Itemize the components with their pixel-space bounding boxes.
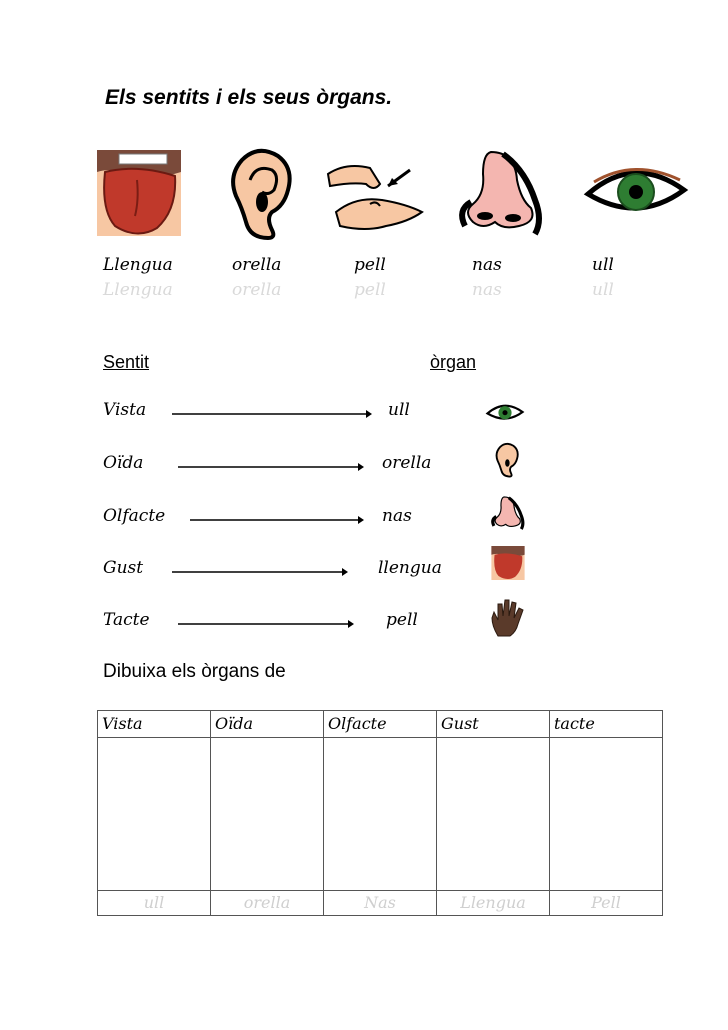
caption-skin: pell	[354, 255, 386, 275]
nose-small-icon	[490, 496, 526, 530]
sense-tacte: Tacte	[103, 610, 150, 630]
draw-instruction: Dibuixa els òrgans de	[103, 661, 286, 682]
caption-tongue: Llengua	[103, 255, 173, 275]
answer-trace: orella	[211, 891, 324, 916]
sense-gust: Gust	[103, 558, 144, 578]
table-header: tacte	[550, 711, 663, 738]
trace-eye: ull	[592, 280, 614, 300]
trace-tongue: Llengua	[103, 280, 173, 300]
organ-llengua: llengua	[378, 558, 442, 578]
drawing-cell[interactable]	[98, 738, 211, 891]
tongue-icon	[97, 150, 181, 236]
organ-pell: pell	[386, 610, 418, 630]
drawing-cell[interactable]	[324, 738, 437, 891]
arrow-vista	[172, 408, 372, 420]
sense-vista: Vista	[103, 400, 147, 420]
table-header: Gust	[437, 711, 550, 738]
hand-icon	[488, 598, 530, 638]
sense-olfacte: Olfacte	[103, 506, 166, 526]
caption-ear: orella	[232, 255, 282, 275]
answer-trace: Pell	[550, 891, 663, 916]
table-header: Vista	[98, 711, 211, 738]
drawing-row	[98, 738, 663, 891]
answer-trace: Nas	[324, 891, 437, 916]
answer-row	[98, 891, 663, 916]
drawing-table	[97, 710, 663, 916]
arrow-gust	[172, 566, 348, 578]
organ-orella: orella	[382, 453, 432, 473]
table-header-row	[98, 711, 663, 738]
drawing-cell[interactable]	[437, 738, 550, 891]
nose-icon	[455, 150, 547, 236]
table-header: Olfacte	[324, 711, 437, 738]
page-title: Els sentits i els seus òrgans.	[105, 86, 393, 109]
eye-icon	[584, 160, 688, 220]
ear-small-icon	[494, 442, 520, 478]
ear-icon	[228, 146, 294, 242]
organ-ull: ull	[388, 400, 410, 420]
sense-heading: Sentit	[103, 352, 150, 372]
answer-trace: Llengua	[437, 891, 550, 916]
eye-small-icon	[486, 400, 524, 424]
skin-icon	[326, 156, 424, 234]
arrow-tacte	[178, 618, 354, 630]
arrow-olfacte	[190, 514, 364, 526]
trace-skin: pell	[354, 280, 386, 300]
trace-nose: nas	[472, 280, 502, 300]
drawing-cell[interactable]	[211, 738, 324, 891]
drawing-cell[interactable]	[550, 738, 663, 891]
trace-ear: orella	[232, 280, 282, 300]
caption-nose: nas	[472, 255, 502, 275]
organ-nas: nas	[382, 506, 412, 526]
answer-trace: ull	[98, 891, 211, 916]
organ-heading: òrgan	[430, 352, 477, 372]
caption-eye: ull	[592, 255, 614, 275]
tongue-small-icon	[490, 546, 526, 580]
arrow-oida	[178, 461, 364, 473]
sense-oida: Oïda	[103, 453, 144, 473]
table-header: Oïda	[211, 711, 324, 738]
